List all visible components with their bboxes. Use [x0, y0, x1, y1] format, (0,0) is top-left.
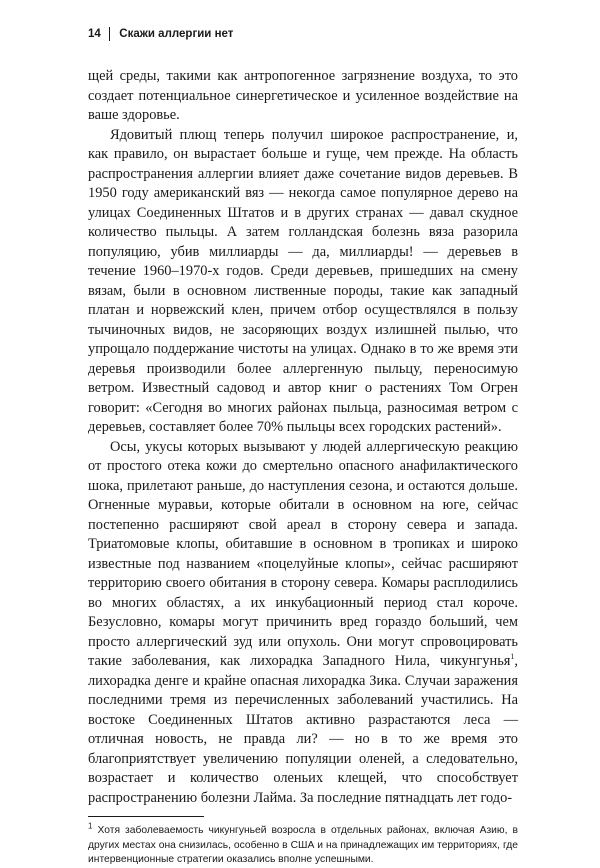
- running-header: [88, 24, 518, 44]
- footnote-reference: 1: [510, 652, 515, 662]
- paragraph-3: [88, 438, 518, 809]
- page-number: 14: [88, 28, 101, 40]
- book-title: Скажи аллергии нет: [119, 28, 234, 40]
- footnote-marker: 1: [88, 821, 93, 831]
- paragraph-3-part-1: Осы, укусы которых вызывают у людей аллергическую реакцию от простого отека кожи до смертельно опасного анафилактического шока, прилетают раньше, до наступления сезона, и остаются дольше. Огненные муравьи, которые обитали в основном на юге, сейчас постепенно расширяют свой ареал в сторону севера и запада. Триатомовые клопы, обитавшие в основном в тропиках и широко известные под названием «поцелуйные клопы», сейчас расширяют территорию своего обитания в сторону севера. Комары расплодились во многих областях, а их инкубационный период стал короче. Безусловно, комары могут причинить вред гораздо больший, чем просто аллергический зуд или опухоль. Они могут спровоцировать такие заболевания, как лихорадка Западного Нила, чикунгунья: [88, 438, 518, 669]
- paragraph-1: щей среды, такими как антропогенное загрязнение воздуха, то это создает потенциальное синергетическое и усиленное воздействие на ваше здоровье.: [88, 68, 518, 123]
- footnote-text: Хотя заболеваемость чикунгуньей возросла в отдельных районах, включая Азию, в других местах она снизилась, особенно в США и на принадлежащих им территориях, где интервенционные стратегии оказались вполне успешными.: [88, 825, 518, 865]
- page-body: [88, 67, 518, 868]
- footnote: [88, 821, 518, 868]
- paragraph-2: Ядовитый плющ теперь получил широкое распространение, и, как правило, он вырастает больше и гуще, чем прежде. На область распространения аллергии влияет даже сочетание видов деревьев. В 1950 году американский вяз — некогда самое популярное дерево на улицах Соединенных Штатов и в других странах — давал скудное количество пыльцы. А затем голландская болезнь вяза разорила популяцию, убив миллиарды — да, миллиарды! — деревьев в течение 1960–1970-х годов. Среди деревьев, пришедших на смену вязам, были в основном лиственные породы, такие как западный платан и норвежский клен, причем отбор осуществлялся в пользу тычиночных видов, не засоряющих воздух излишней пылью, что упрощало поддержание чистоты на улицах. Однако в то же время эти деревья производили более аллергенную пыльцу, переносимую ветром. Известный садовод и автор книг о растениях Том Огрен говорит: «Сегодня во многих районах пыльца, разносимая ветром с деревьев, составляет более 70% пыльцы всех городских растений».: [88, 126, 518, 435]
- header-divider: [109, 27, 111, 41]
- footnote-divider: [88, 816, 204, 817]
- paragraph-3-part-2: , лихорадка денге и крайне опасная лихорадка Зика. Случаи заражения последними тремя из перечисленных заболеваний участились. На востоке Соединенных Штатов активно разрастаются леса — отличная новость, не правда ли? — но в то же время это благоприятствует увеличению популяции оленей, а следовательно, возрастает и количество оленьих клещей, что способствует распространению болезни Лайма. За последние пятнадцать лет годо-: [88, 653, 518, 806]
